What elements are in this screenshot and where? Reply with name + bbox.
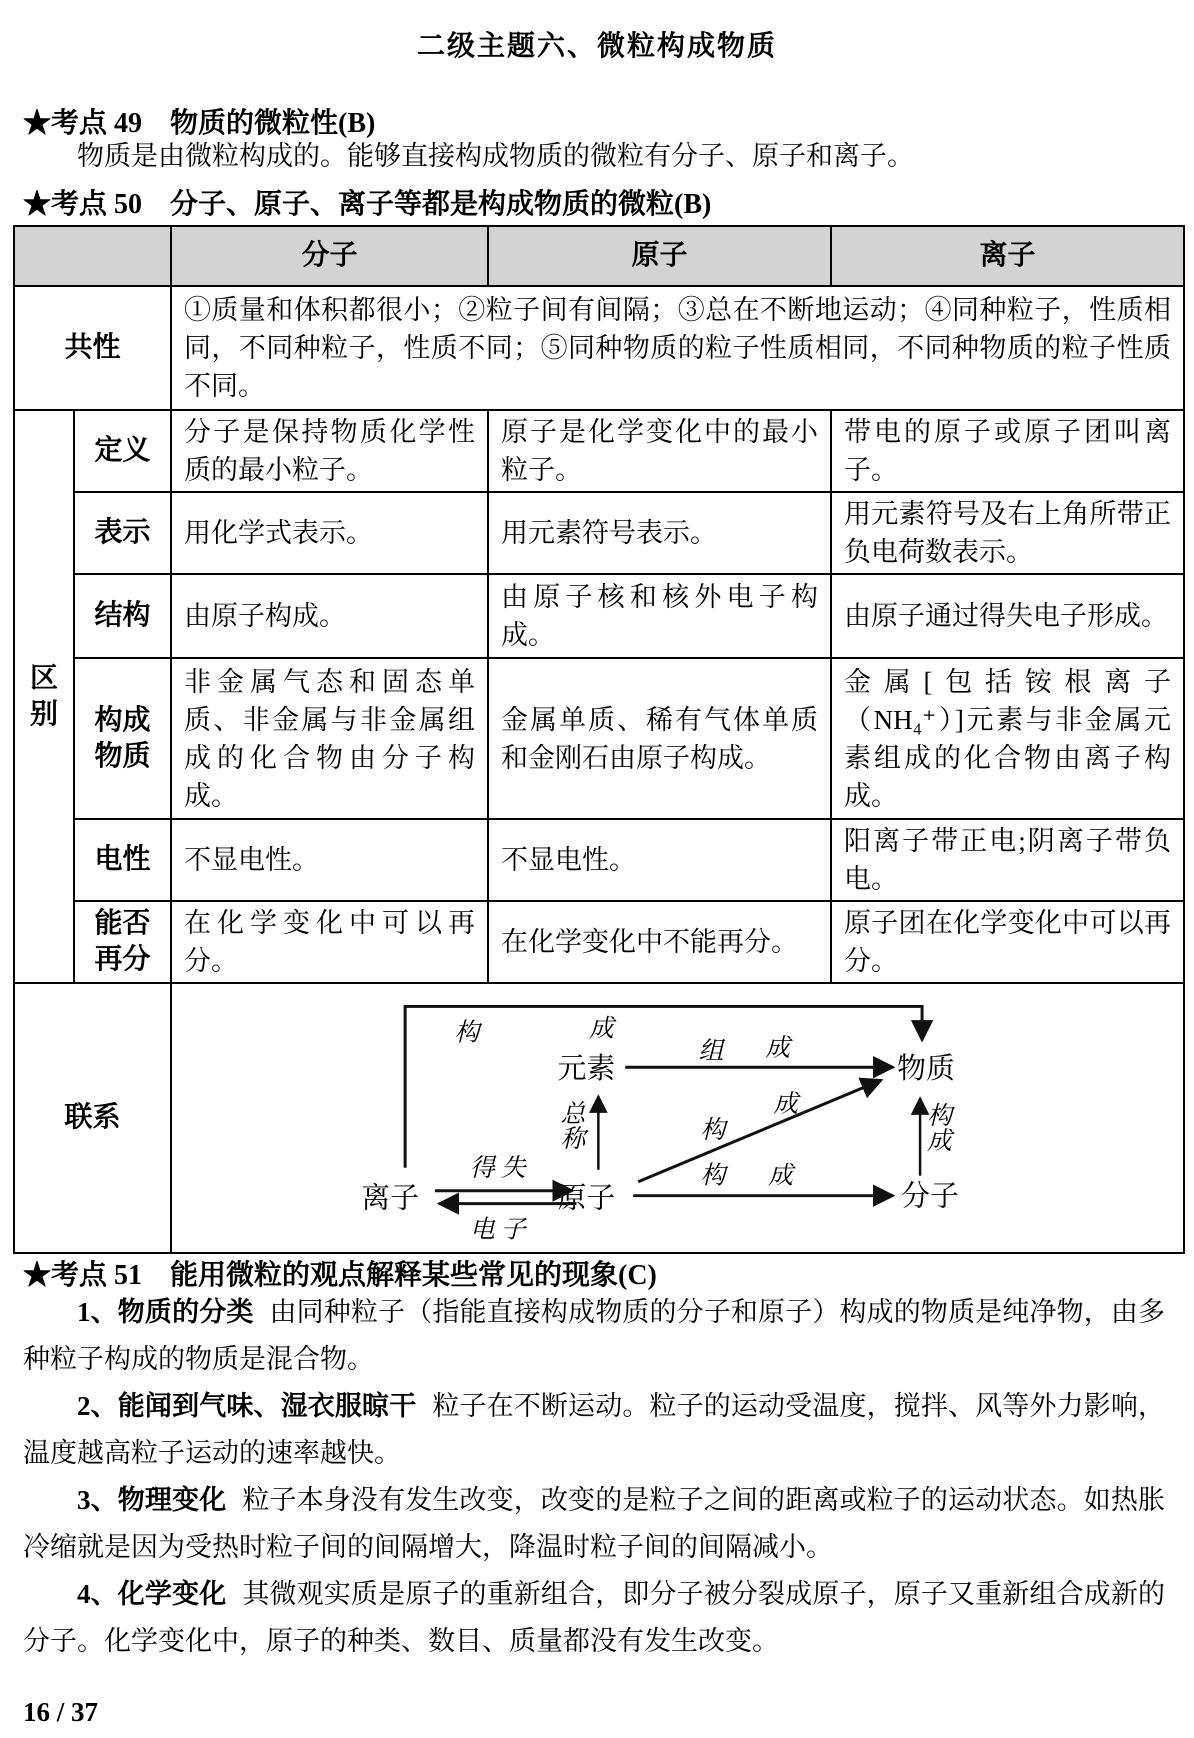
cell-dingyi-ion: 带电的原子或原子团叫离子。: [831, 410, 1184, 492]
cell-dianxing-atom: 不显电性。: [488, 819, 831, 901]
table-row: [14, 574, 1184, 658]
point-text-2: 粒子在不断运动。粒子的运动受温度，搅拌、风等外力影响，温度越高粒子运动的速率越快。: [23, 1391, 1166, 1468]
table-row: [14, 410, 1184, 492]
row-label-gongxing: 共性: [14, 286, 171, 410]
edge-label-goucheng-diag-2: 成: [773, 1091, 799, 1119]
table-row: [14, 819, 1184, 901]
arrow-ion-to-matter: [405, 1006, 922, 1167]
point-paragraph-4: [23, 1571, 1165, 1665]
table-header-row: [14, 226, 1184, 286]
row-label-lianxi: 联系: [14, 983, 171, 1253]
node-atom: 原子: [557, 1182, 616, 1215]
cell-goucheng-molecule: 非金属气态和固态单质、非金属与非金属组成的化合物由分子构成。: [171, 658, 488, 819]
cell-jiegou-molecule: 由原子构成。: [171, 574, 488, 658]
table-row: [14, 901, 1184, 983]
table-row: [14, 658, 1184, 819]
point-text-4: 其微观实质是原子的重新组合，即分子被分裂成原子，原子又重新组合成新的分子。化学变化中，原子的种类、数目、质量都没有发生改变。: [23, 1579, 1166, 1656]
row-label-dianxing: 电性: [74, 819, 171, 901]
cell-biaoshi-molecule: 用化学式表示。: [171, 492, 488, 574]
cell-goucheng-atom: 金属单质、稀有气体单质和金刚石由原子构成。: [488, 658, 831, 819]
edge-label-zucheng-1: 组: [698, 1038, 724, 1066]
header-atom: 原子: [488, 226, 831, 286]
cell-nengfou-ion: 原子团在化学变化中可以再分。: [831, 901, 1184, 983]
edge-label-zucheng-2: 成: [765, 1035, 791, 1063]
node-molecule: 分子: [901, 1180, 959, 1213]
points-list: [23, 1289, 1165, 1665]
edge-label-dianzi: 电子: [469, 1216, 532, 1244]
header-molecule: 分子: [171, 226, 488, 286]
cell-jiegou-atom: 由原子核和核外电子构成。: [488, 574, 831, 658]
table-row: [14, 286, 1184, 410]
cell-nengfou-molecule: 在化学变化中可以再分。: [171, 901, 488, 983]
edge-label-goucheng-bottom-1: 构: [700, 1162, 726, 1190]
row-label-goucheng-wuzhi: 构成物质: [74, 658, 171, 819]
edge-label-goucheng-right: 构成: [923, 1102, 951, 1152]
point-text-3: 粒子本身没有发生改变，改变的是粒子之间的距离或粒子的运动状态。如热胀冷缩就是因为受热时粒子间的间隔增大，降温时粒子间的间隔减小。: [23, 1485, 1166, 1562]
row-label-biaoshi: 表示: [74, 492, 171, 574]
cell-nengfou-atom: 在化学变化中不能再分。: [488, 901, 831, 983]
arrow-atom-to-matter: [638, 1080, 881, 1182]
edge-label-goucheng-top-1: 构: [454, 1019, 480, 1047]
point-lead-3: 3、物理变化: [77, 1485, 227, 1515]
node-matter: 物质: [897, 1053, 955, 1086]
page-title: 二级主题六、微粒构成物质: [416, 31, 777, 62]
comparison-table: [13, 225, 1185, 1254]
header-corner-cell: [14, 226, 171, 286]
edge-label-deshi: 得失: [469, 1154, 532, 1182]
heading-kaodian-49: ★考点 49 物质的微粒性(B): [23, 108, 376, 139]
edge-label-goucheng-diag-1: 构: [700, 1116, 726, 1144]
node-ion: 离子: [361, 1182, 420, 1215]
table-row: [14, 492, 1184, 574]
point-lead-2: 2、能闻到气味、湿衣服晾干: [77, 1391, 417, 1421]
point-lead-1: 1、物质的分类: [77, 1297, 254, 1327]
heading-kaodian-50: ★考点 50 分子、原子、离子等都是构成物质的微粒(B): [23, 189, 712, 220]
point-lead-4: 4、化学变化: [77, 1579, 227, 1609]
cell-jiegou-ion: 由原子通过得失电子形成。: [831, 574, 1184, 658]
heading-kaodian-51: ★考点 51 能用微粒的观点解释某些常见的现象(C): [23, 1260, 657, 1291]
cell-biaoshi-ion: 用元素符号及右上角所带正负电荷数表示。: [831, 492, 1184, 574]
edge-label-goucheng-top-2: 成: [588, 1015, 614, 1043]
cell-dianxing-ion: 阳离子带正电;阴离子带负电。: [831, 819, 1184, 901]
point-paragraph-1: [23, 1289, 1165, 1383]
point-paragraph-2: [23, 1383, 1165, 1477]
point-text-1: 由同种粒子（指能直接构成物质的分子和原子）构成的物质是纯净物，由多种粒子构成的物质是混合物。: [23, 1297, 1166, 1374]
cell-dingyi-molecule: 分子是保持物质化学性质的最小粒子。: [171, 410, 488, 492]
row-label-qubie: 区别: [14, 410, 74, 983]
header-ion: 离子: [831, 226, 1184, 286]
cell-dianxing-molecule: 不显电性。: [171, 819, 488, 901]
row-label-dingyi: 定义: [74, 410, 171, 492]
point-paragraph-3: [23, 1477, 1165, 1571]
edge-label-zongcheng: 总称: [556, 1100, 584, 1150]
particle-relationship-diagram: [184, 986, 1193, 1250]
cell-dingyi-atom: 原子是化学变化中的最小粒子。: [488, 410, 831, 492]
edge-label-goucheng-bottom-2: 成: [768, 1162, 794, 1190]
node-element: 元素: [557, 1053, 616, 1086]
page-number: 16 / 37: [23, 1697, 99, 1727]
paragraph-kaodian-49: 物质是由微粒构成的。能够直接构成物质的微粒有分子、原子和离子。: [77, 141, 914, 171]
table-row-lianxi: [14, 983, 1184, 1253]
row-label-jiegou: 结构: [74, 574, 171, 658]
cell-lianxi-diagram: [171, 983, 1184, 1253]
cell-goucheng-ion: 金属[包括铵根离子（NH₄⁺）]元素与非金属元素组成的化合物由离子构成。: [831, 658, 1184, 819]
cell-gongxing-text: ①质量和体积都很小；②粒子间有间隔；③总在不断地运动；④同种粒子，性质相同，不同种粒子，性质不同；⑤同种物质的粒子性质相同，不同种物质的粒子性质不同。: [171, 286, 1184, 410]
row-label-nengfou-zaifen: 能否再分: [74, 901, 171, 983]
cell-biaoshi-atom: 用元素符号表示。: [488, 492, 831, 574]
